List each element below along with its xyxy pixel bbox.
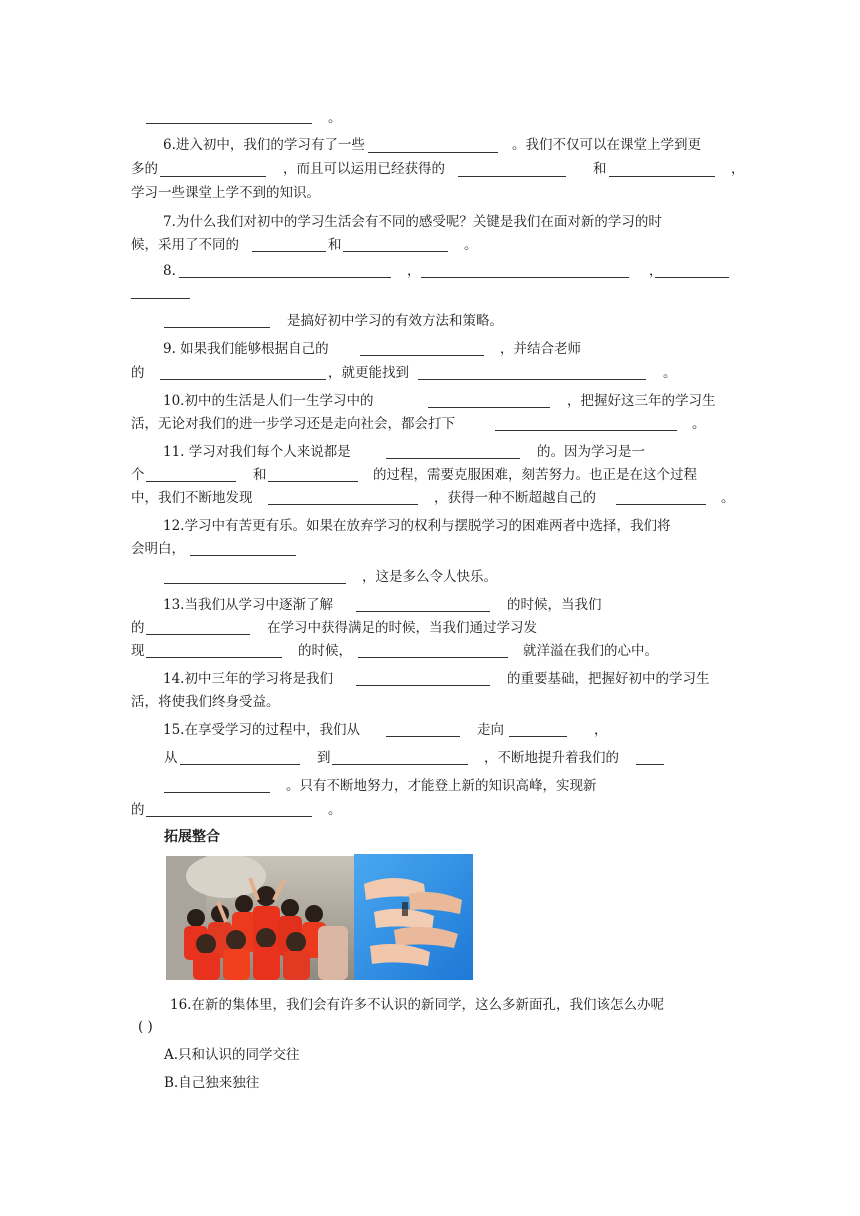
text: 走向 [477, 722, 504, 738]
question-11-text: 11. 学习对我们每个人来说都是 [163, 444, 351, 460]
section-title: 拓展整合 [164, 829, 220, 845]
blank[interactable] [386, 458, 520, 459]
text: ， [407, 263, 421, 279]
blank[interactable] [368, 152, 498, 153]
hands-photo [354, 854, 473, 980]
text: ， [649, 263, 663, 279]
text: 。 [663, 365, 677, 381]
text: 学习一些课堂上学不到的知识。 [131, 185, 320, 201]
question-15-text: 15.在享受学习的过程中，我们从 [163, 722, 360, 738]
blank[interactable] [131, 298, 190, 299]
blank[interactable] [160, 379, 326, 380]
text: 在学习中获得满足的时候，当我们通过学习发 [267, 620, 537, 636]
text: 的时候， [298, 643, 352, 659]
blank[interactable] [332, 764, 468, 765]
text: 活，无论对我们的进一步学习还是走向社会，都会打下 [131, 416, 455, 432]
blank[interactable] [356, 685, 490, 686]
blank[interactable] [356, 611, 490, 612]
text: 和 [328, 237, 342, 253]
text: 到 [317, 750, 331, 766]
text: 从 [164, 750, 178, 766]
blank[interactable] [160, 176, 266, 177]
question-14-text: 14.初中三年的学习将是我们 [163, 671, 333, 687]
question-13-text: 13.当我们从学习中逐渐了解 [163, 597, 333, 613]
text: ，把握好这三年的学习生 [567, 393, 716, 409]
text: ，而且可以运用已经获得的 [283, 161, 445, 177]
text: 的。因为学习是一 [537, 444, 645, 460]
text: 是搞好初中学习的有效方法和策略。 [287, 313, 503, 329]
text: 活，将使我们终身受益。 [131, 694, 280, 710]
text: ， [594, 722, 608, 738]
text: 。 [692, 416, 706, 432]
text: ， [731, 161, 745, 177]
blank[interactable] [164, 792, 270, 793]
answer-paren[interactable]: ( ) [138, 1019, 153, 1035]
text: ，就更能找到 [328, 365, 409, 381]
question-12-text: 12.学习中有苦更有乐。如果在放弃学习的权利与摆脱学习的困难两者中选择，我们将 [163, 518, 671, 534]
blank[interactable] [146, 634, 250, 635]
blank[interactable] [428, 407, 550, 408]
blank[interactable] [179, 277, 391, 278]
text: ，并结合老师 [500, 341, 581, 357]
text: 的过程，需要克服困难，刻苦努力。也正是在这个过程 [373, 467, 697, 483]
blank[interactable] [421, 277, 629, 278]
blank[interactable] [146, 481, 236, 482]
text: ，不断地提升着我们的 [484, 750, 619, 766]
blank[interactable] [190, 555, 296, 556]
blank[interactable] [268, 504, 418, 505]
question-7-text: 7.为什么我们对初中的学习生活会有不同的感受呢？关键是我们在面对新的学习的时 [163, 214, 662, 230]
blank[interactable] [146, 123, 312, 124]
blank[interactable] [180, 764, 300, 765]
text: 现 [131, 643, 145, 659]
blank[interactable] [164, 583, 346, 584]
text: 的 [131, 620, 145, 636]
text: 会明白， [131, 541, 185, 557]
text: ，获得一种不断超越自己的 [434, 490, 596, 506]
blank[interactable] [418, 379, 646, 380]
text: 多的 [131, 161, 158, 177]
option-b[interactable]: B.自己独来独往 [164, 1075, 260, 1091]
blank[interactable] [636, 764, 664, 765]
text: 候，采用了不同的 [131, 237, 239, 253]
text: 和 [253, 467, 267, 483]
question-6-text: 6.进入初中，我们的学习有了一些 [163, 137, 365, 153]
blank[interactable] [609, 176, 715, 177]
blank[interactable] [268, 481, 358, 482]
text: 的时候，当我们 [507, 597, 602, 613]
text: 。只有不断地努力，才能登上新的知识高峰，实现新 [286, 778, 597, 794]
text: 。 [328, 110, 342, 126]
text: 。 [328, 802, 342, 818]
blank[interactable] [146, 816, 312, 817]
blank[interactable] [616, 504, 706, 505]
group-photo [166, 856, 354, 980]
blank[interactable] [458, 176, 566, 177]
blank[interactable] [164, 327, 270, 328]
blank[interactable] [252, 251, 326, 252]
blank[interactable] [343, 251, 448, 252]
option-a[interactable]: A.只和认识的同学交往 [164, 1047, 300, 1063]
question-9-text: 9. 如果我们能够根据自己的 [163, 341, 329, 357]
text: 。 [721, 490, 735, 506]
blank[interactable] [146, 657, 282, 658]
text: 。我们不仅可以在课堂上学到更 [512, 137, 701, 153]
text: 和 [593, 161, 607, 177]
text: 就洋溢在我们的心中。 [523, 643, 658, 659]
question-16-text: 16.在新的集体里，我们会有许多不认识的新同学，这么多新面孔，我们该怎么办呢 [170, 997, 664, 1013]
question-8-number: 8. [163, 263, 176, 279]
text: 的 [131, 365, 145, 381]
blank[interactable] [386, 736, 460, 737]
blank[interactable] [360, 355, 484, 356]
text: 的重要基础，把握好初中的学习生 [507, 671, 710, 687]
text: 。 [464, 237, 478, 253]
blank[interactable] [509, 736, 567, 737]
blank[interactable] [495, 430, 677, 431]
blank[interactable] [655, 277, 729, 278]
text: 中，我们不断地发现 [131, 490, 253, 506]
text: 的 [131, 802, 145, 818]
blank[interactable] [358, 657, 508, 658]
text: 个 [131, 467, 145, 483]
text: ，这是多么令人快乐。 [362, 569, 497, 585]
question-10-text: 10.初中的生活是人们一生学习中的 [163, 393, 374, 409]
